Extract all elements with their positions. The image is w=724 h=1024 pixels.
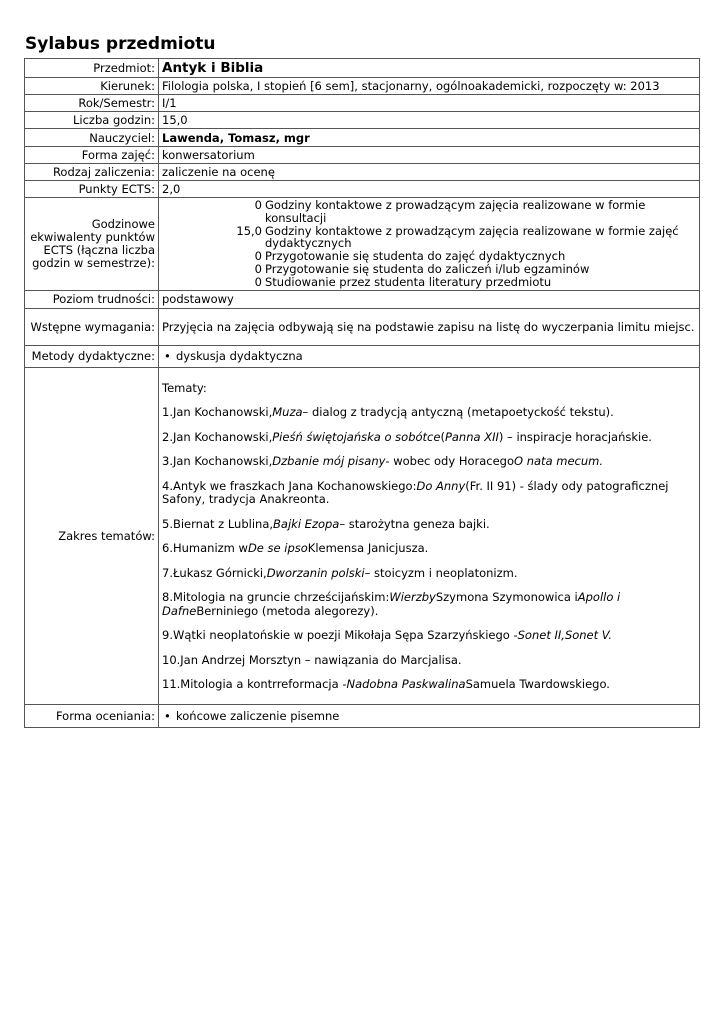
- bullet-icon: •: [164, 708, 171, 723]
- ects-hours: 0: [254, 261, 262, 276]
- value-przedmiot: Antyk i Biblia: [159, 59, 700, 78]
- label-forma-zajec: Forma zajęć:: [25, 147, 159, 164]
- label-rodzaj-zaliczenia: Rodzaj zaliczenia:: [25, 164, 159, 181]
- topic-item: 7.Łukasz Górnicki,Dworzanin polski– stoicyzm i neoplatonizm.: [162, 565, 518, 580]
- label-kierunek: Kierunek:: [25, 78, 159, 95]
- bullet-text: dyskusja dydaktyczna: [176, 349, 303, 364]
- ects-item: [162, 199, 696, 225]
- topic-item: 11.Mitologia a kontrreformacja -Nadobna PaskwalinaSamuela Twardowskiego.: [162, 677, 610, 692]
- row-rok: [25, 95, 700, 112]
- ects-description: Przygotowanie się studenta do zajęć dydaktycznych: [265, 249, 566, 264]
- row-metody-dydaktyczne: [25, 345, 700, 367]
- topic-item: 5.Biernat z Lublina,Bajki Ezopa– starożytna geneza bajki.: [162, 516, 490, 531]
- value-poziom-trudnosci: podstawowy: [159, 290, 700, 308]
- label-ekwiwalenty: Godzinowe ekwiwalenty punktów ECTS (łączna liczba godzin w semestrze):: [25, 198, 159, 291]
- bullet-item: [162, 349, 696, 363]
- value-forma-oceniania: [159, 704, 700, 727]
- row-kierunek: [25, 78, 700, 95]
- label-forma-oceniania: Forma oceniania:: [25, 704, 159, 727]
- bullet-text: końcowe zaliczenie pisemne: [176, 708, 340, 723]
- row-zakres-tematow: [25, 367, 700, 704]
- topic-item: 6.Humanizm wDe se ipsoKlemensa Janicjusza.: [162, 541, 429, 556]
- ects-item: [162, 276, 696, 289]
- label-godziny: Liczba godzin:: [25, 112, 159, 129]
- topic-item: 2.Jan Kochanowski,Pieśń świętojańska o sobótce(Panna XII) – inspiracje horacjańskie.: [162, 429, 652, 444]
- row-ekwiwalenty: [25, 198, 700, 291]
- label-zakres-tematow: Zakres tematów:: [25, 367, 159, 704]
- row-forma-oceniania: [25, 704, 700, 727]
- row-punkty-ects: [25, 181, 700, 198]
- row-przedmiot: [25, 59, 700, 78]
- row-nauczyciel: [25, 129, 700, 147]
- page-title: Sylabus przedmiotu: [25, 34, 216, 54]
- ects-description: Przygotowanie się studenta do zaliczeń i/lub egzaminów: [265, 261, 590, 276]
- label-przedmiot: Przedmiot:: [25, 59, 159, 78]
- value-nauczyciel: Lawenda, Tomasz, mgr: [159, 129, 700, 147]
- ects-description: Godziny kontaktowe z prowadzącym zajęcia realizowane w formie zajęć dydaktycznych: [265, 223, 679, 251]
- topic-item: 4.Antyk we fraszkach Jana Kochanowskiego:Do Anny(Fr. II 91) - ślady ody patograficznej Safony, tradycja Anakreonta.: [162, 478, 669, 507]
- bullet-icon: •: [164, 349, 171, 364]
- value-godziny: 15,0: [159, 112, 700, 129]
- row-forma-zajec: [25, 147, 700, 164]
- ects-item: [162, 225, 696, 251]
- ects-item: [162, 263, 696, 276]
- ects-hours: 0: [254, 249, 262, 264]
- topics-heading: Tematy:: [162, 380, 207, 395]
- bullet-item: [162, 709, 696, 723]
- value-punkty-ects: 2,0: [159, 181, 700, 198]
- topic-item: 1.Jan Kochanowski,Muza– dialog z tradycją antyczną (metapoetyckość tekstu).: [162, 405, 614, 420]
- value-zakres-tematow: [159, 367, 700, 704]
- topic-item: 9.Wątki neoplatońskie w poezji Mikołaja Sępa Szarzyńskiego -Sonet II,Sonet V.: [162, 628, 613, 643]
- syllabus-table: [24, 58, 700, 728]
- row-poziom-trudnosci: [25, 290, 700, 308]
- value-ekwiwalenty: [159, 198, 700, 291]
- ects-hours: 0: [254, 198, 262, 212]
- value-forma-zajec: konwersatorium: [159, 147, 700, 164]
- ects-hours: 15,0: [236, 223, 262, 238]
- label-metody-dydaktyczne: Metody dydaktyczne:: [25, 345, 159, 367]
- row-wstepne-wymagania: [25, 308, 700, 345]
- value-wstepne-wymagania: Przyjęcia na zajęcia odbywają się na podstawie zapisu na listę do wyczerpania limitu miejsc.: [159, 308, 700, 345]
- topic-item: 8.Mitologia na gruncie chrześcijańskim:WierzbySzymona Szymonowica iApollo i DafneBerniniego (metoda alegorezy).: [162, 590, 621, 618]
- topic-item: 3.Jan Kochanowski,Dzbanie mój pisany- wobec ody HoracegoO nata mecum.: [162, 454, 604, 469]
- label-punkty-ects: Punkty ECTS:: [25, 181, 159, 198]
- value-kierunek: Filologia polska, I stopień [6 sem], stacjonarny, ogólnoakademicki, rozpoczęty w: 2013: [159, 78, 700, 95]
- label-poziom-trudnosci: Poziom trudności:: [25, 290, 159, 308]
- label-wstepne-wymagania: Wstępne wymagania:: [25, 308, 159, 345]
- label-nauczyciel: Nauczyciel:: [25, 129, 159, 147]
- ects-hours: 0: [254, 274, 262, 289]
- row-godziny: [25, 112, 700, 129]
- label-rok: Rok/Semestr:: [25, 95, 159, 112]
- row-rodzaj-zaliczenia: [25, 164, 700, 181]
- value-rodzaj-zaliczenia: zaliczenie na ocenę: [159, 164, 700, 181]
- value-rok: I/1: [159, 95, 700, 112]
- topic-item: 10.Jan Andrzej Morsztyn – nawiązania do Marcjalisa.: [162, 652, 462, 667]
- ects-description: Studiowanie przez studenta literatury przedmiotu: [265, 274, 552, 289]
- value-metody-dydaktyczne: [159, 345, 700, 367]
- ects-description: Godziny kontaktowe z prowadzącym zajęcia realizowane w formie konsultacji: [265, 198, 646, 225]
